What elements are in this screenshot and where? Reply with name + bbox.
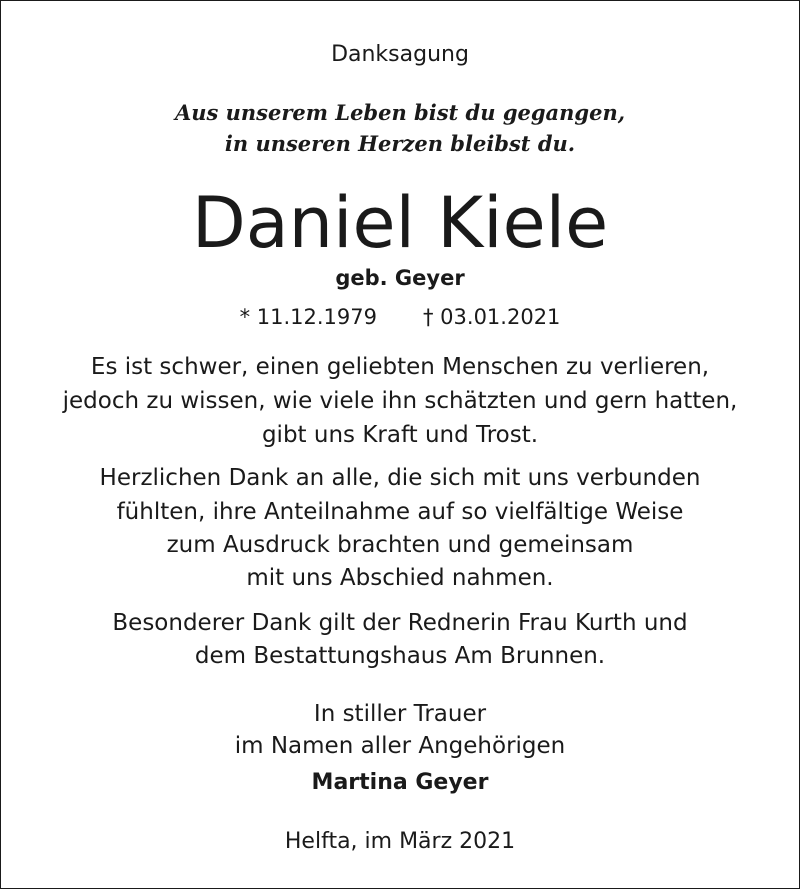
paragraph-3-line-1: Besonderer Dank gilt der Rednerin Frau Kurth und [112, 610, 688, 636]
paragraph-1-line-3: gibt uns Kraft und Trost. [261, 422, 539, 448]
motto-line-2: in unseren Herzen bleibst du. [224, 131, 576, 156]
paragraph-1-line-2: jedoch zu wissen, wie viele ihn schätzten und gern hatten, [62, 388, 738, 414]
closing-line-2: im Namen aller Angehörigen [234, 733, 566, 759]
signer-name: Martina Geyer [311, 770, 489, 795]
place-date: Helfta, im März 2021 [284, 829, 516, 854]
paragraph-3-line-2: dem Bestattungshaus Am Brunnen. [194, 643, 606, 669]
birth-name: geb. Geyer [335, 266, 465, 290]
paragraph-2-line-2: fühlten, ihre Anteilnahme auf so vielfältige Weise [116, 499, 684, 525]
paragraph-2-line-1: Herzlichen Dank an alle, die sich mit uns verbunden [99, 465, 701, 491]
closing-line-1: In stiller Trauer [313, 701, 487, 727]
paragraph-1-line-1: Es ist schwer, einen geliebten Menschen zu verlieren, [90, 354, 710, 380]
death-date: † 03.01.2021 [423, 305, 561, 329]
deceased-name: Daniel Kiele [191, 182, 609, 264]
motto-line-1: Aus unserem Leben bist du gegangen, [174, 100, 626, 125]
notice-title: Danksagung [331, 42, 469, 67]
birth-date: * 11.12.1979 [239, 305, 377, 329]
life-dates [0, 305, 800, 329]
paragraph-2-line-3: zum Ausdruck brachten und gemeinsam [166, 532, 634, 558]
paragraph-2-line-4: mit uns Abschied nahmen. [246, 565, 554, 591]
